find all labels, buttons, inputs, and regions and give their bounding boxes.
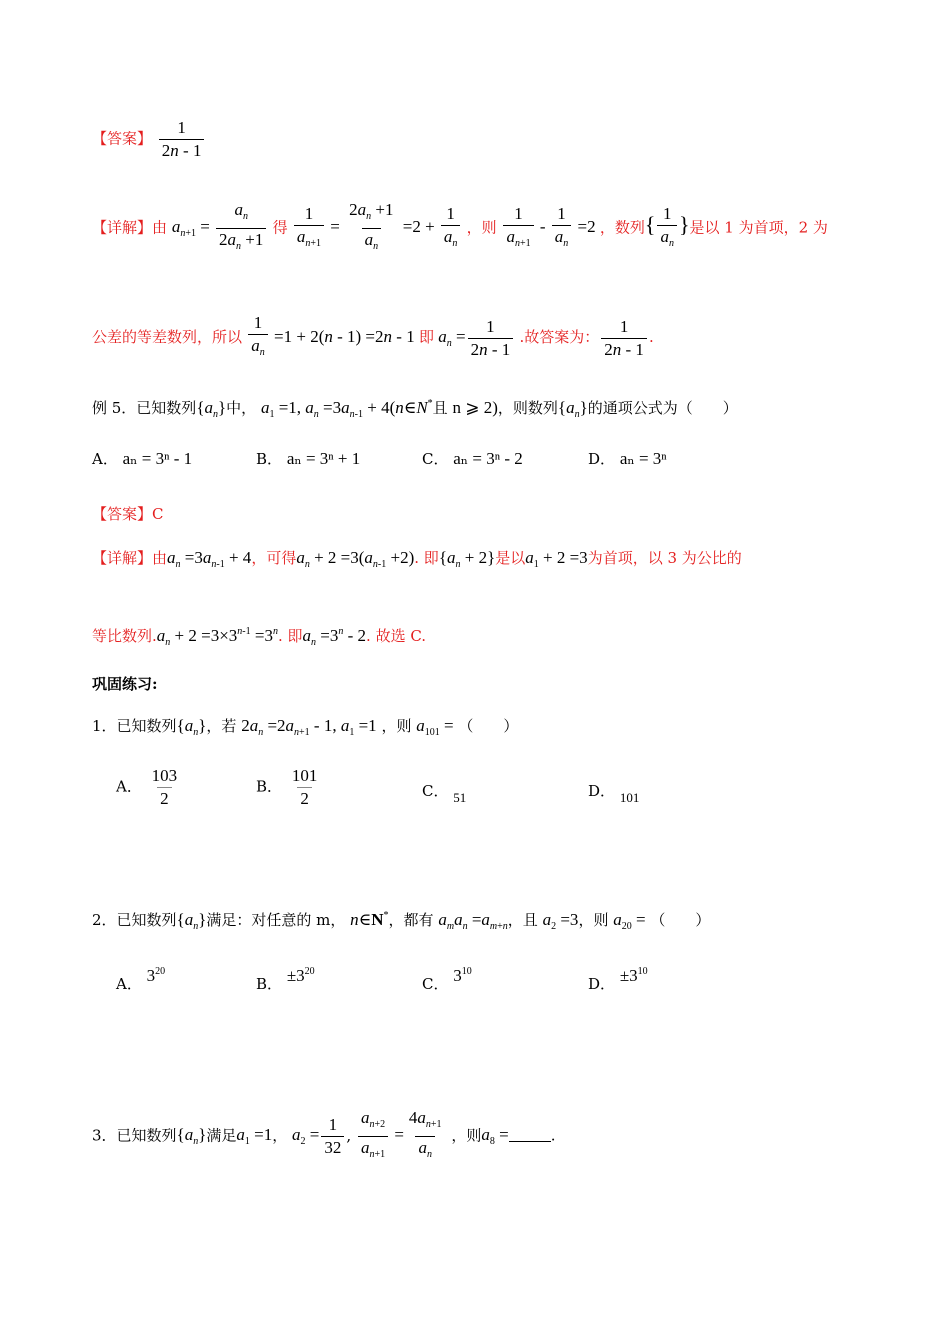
d5-ji: . 即 — [414, 549, 439, 567]
q1-option-a — [116, 766, 182, 809]
q2-target: $a_{20}$ = — [613, 910, 646, 932]
option-label: C． — [422, 450, 449, 468]
ex5-tail: 的通项公式为（ ） — [587, 399, 738, 417]
frac-num: 101 — [291, 766, 318, 785]
formula-seq: $\{a_n\}$ — [196, 398, 227, 420]
text-guda: .故答案为： — [519, 327, 600, 346]
option-expr: aₙ = 3ⁿ - 2 — [453, 449, 523, 468]
d5-end: . 故选 C. — [366, 627, 427, 645]
text-tail: 是以 1 为首项，2 为 — [689, 218, 828, 237]
answer5-label: 【答案】 — [92, 505, 153, 523]
option-value: 51 — [453, 790, 467, 805]
formula-general: $\frac{1}{a_n}$ =1 + 2(n - 1) =2n - 1 — [242, 327, 419, 346]
q3-ze: ，则 — [451, 1126, 482, 1145]
q1-paren: （ ） — [458, 717, 519, 735]
text-you: 由 — [152, 218, 168, 237]
option-expr: aₙ = 3ⁿ — [619, 449, 667, 468]
q1-option-c — [422, 780, 466, 806]
detail-line-2 — [92, 313, 654, 363]
answer-blank[interactable] — [509, 1141, 551, 1142]
option-label: B． — [256, 450, 283, 468]
q3-manzu: 满足 — [206, 1126, 237, 1145]
d5-formula-1: $a_n =3a_{n-1} + 4$ — [167, 548, 252, 570]
option-expr: aₙ = 3ⁿ - 1 — [122, 449, 193, 468]
q3-ratio: $\frac{a_{n+2}}{a_{n+1}}$ = $\frac{4a_{n+1}}{a_n}$ — [356, 1125, 447, 1144]
d5-formula-6: $a_n =3^n - 2$ — [302, 626, 367, 648]
option-label: A． — [92, 450, 118, 468]
d5-formula-4: $a_1 + 2 =3$ — [525, 548, 588, 570]
formula-recurrence: $a_{n+1}$ = $\frac{a_n}{2a_n +1}$ — [172, 217, 273, 236]
q2-seq: $\{a_n\}$ — [176, 910, 207, 932]
d5-ji2: . 即 — [277, 627, 303, 645]
q2-manzu: 满足：对任意的 m， — [206, 911, 346, 929]
ex5-option-c — [422, 448, 523, 469]
option-label: B． — [256, 777, 283, 796]
d5-line2: 等比数列. — [92, 627, 157, 645]
q2-lead: 2．已知数列 — [92, 911, 177, 929]
detail5-line-2 — [92, 622, 426, 653]
q2-option-b — [256, 966, 315, 994]
option-exp: 10 — [461, 966, 472, 977]
option-label: D． — [588, 450, 616, 468]
example5-stem — [92, 394, 738, 425]
frac-den: 2 — [157, 787, 172, 809]
q1-option-d — [588, 780, 639, 806]
q1-ruo: ，若 — [206, 717, 237, 735]
text-gongcha: 公差的等差数列，所以 — [92, 327, 243, 346]
q2-paren: （ ） — [650, 911, 711, 929]
option-base: 3 — [453, 966, 462, 985]
q1-lead: 1．已知数列 — [92, 717, 177, 735]
d5-formula-5: $a_n + 2 =3\times 3^{n-1} =3^n$ — [156, 626, 278, 648]
option-label: D． — [588, 975, 616, 993]
frac-den: 2 — [297, 787, 312, 809]
text-ji: 即 — [418, 327, 434, 346]
q2-qie: ，且 — [507, 911, 538, 929]
q3-seq: $\{a_n\}$ — [176, 1125, 207, 1148]
d5-formula-3: $\{a_n + 2\}$ — [438, 548, 496, 570]
d5-formula-2: $a_n + 2 =3(a_{n-1} +2)$ — [296, 548, 415, 570]
q3-a2: $a_2$ = $\frac{1}{32}$ — [292, 1125, 346, 1144]
q1-seq: $\{a_n\}$ — [176, 716, 207, 738]
formula-final: $\frac{1}{2n - 1}$ — [599, 327, 649, 346]
formula-reciprocal: $\frac{1}{a_{n+1}}$ = $\frac{2a_n +1}{a_n}$ =2 + $\frac{1}{a_n}$ — [288, 217, 467, 236]
formula-ex5-recurrence: $a_1 =1$, $a_n =3a_{n-1}$ + 4(n∈N* — [260, 398, 433, 420]
q3-comma: ， — [272, 1126, 288, 1145]
option-base: ±3 — [619, 966, 638, 985]
q2-ze: ，则 — [578, 911, 609, 929]
ex5-lead: 例 5．已知数列 — [92, 399, 197, 417]
option-label: A． — [116, 777, 142, 796]
q2-stem — [92, 906, 710, 937]
q3-stem: 3．已知数列$\{a_n\}$满足$a_1 =1$， $a_2$ = $\frac{1}{32}$ , $\frac{a_{n+2}}{a_{n+1}}$ = $\frac{4a_{n+1}}{a_n}$ ，则$a_8$ = . — [92, 1108, 555, 1165]
q3-lead: 3．已知数列 — [92, 1126, 177, 1145]
q1-ze: ，则 — [381, 717, 412, 735]
q1-target: $a_{101}$ = — [416, 716, 454, 738]
ex5-qie: 且 — [432, 399, 448, 417]
detail-label: 【详解】 — [92, 218, 153, 237]
text-dot: . — [648, 327, 654, 346]
option-exp: 10 — [637, 966, 648, 977]
formula-an: $a_n$ = $\frac{1}{2n - 1}$ — [434, 327, 520, 346]
frac-num: 103 — [151, 766, 178, 785]
q1-formula: $2a_n =2a_{n+1} - 1$, $a_1 =1$ — [241, 716, 377, 738]
answer-line-1 — [92, 118, 206, 161]
d5-tail: 为首项，以 3 为公比的 — [587, 549, 742, 567]
text-de: 得 — [272, 218, 288, 237]
d5-shiyi: 是以 — [495, 549, 526, 567]
option-expr: aₙ = 3ⁿ + 1 — [286, 449, 361, 468]
q2-set: n∈N* — [350, 910, 389, 929]
q2-option-a — [116, 966, 165, 994]
ex5-ze: ，则数列 — [497, 399, 558, 417]
option-exp: 20 — [304, 966, 315, 977]
option-value: 101 — [619, 790, 640, 805]
ex5-option-a — [92, 448, 192, 469]
q3-a1: $a_1 =1$ — [236, 1125, 273, 1148]
detail-line-1 — [92, 200, 828, 257]
text-shulie: ，数列 — [599, 218, 645, 237]
option-base: ±3 — [286, 966, 305, 985]
formula-seq-2: $\{a_n\}$ — [557, 398, 588, 420]
text-ze: ，则 — [466, 218, 497, 237]
d5-kede: ，可得 — [251, 549, 297, 567]
option-label: A． — [116, 975, 142, 993]
detail5-label: 【详解】 — [92, 549, 153, 567]
q2-given: $a_2 =3$ — [542, 910, 579, 932]
answer-label: 【答案】 — [92, 129, 153, 148]
q1-stem — [92, 716, 518, 743]
ex5-option-d — [588, 448, 667, 469]
detail5-line-1 — [92, 548, 742, 575]
answer5-value: C — [152, 505, 164, 523]
answer-line-5 — [92, 504, 164, 524]
q3-target: $a_8$ = — [481, 1125, 509, 1148]
q2-formula: $a_ma_n =a_{m+n}$ — [438, 910, 508, 932]
formula-difference: $\frac{1}{a_{n+1}}$ - $\frac{1}{a_n}$ =2 — [501, 217, 599, 236]
option-label: B． — [256, 975, 283, 993]
formula-cond: n ⩾ 2) — [452, 398, 498, 417]
option-label: D． — [588, 782, 616, 800]
q1-option-b — [256, 766, 322, 809]
practice-title: 巩固练习: — [92, 675, 158, 693]
d5-you: 由 — [152, 549, 168, 567]
option-exp: 20 — [155, 966, 166, 977]
option-base: 3 — [146, 966, 156, 985]
ex5-option-b — [256, 448, 360, 469]
formula-sequence-set: { $\frac{1}{a_n}$ } — [645, 217, 690, 236]
option-label: C． — [422, 975, 449, 993]
q2-option-c — [422, 966, 472, 994]
q2-douyou: ，都有 — [388, 911, 434, 929]
q2-option-d — [588, 966, 648, 994]
ex5-zhong: 中， — [226, 399, 257, 417]
answer-formula: $\frac{1}{2n - 1}$ — [157, 128, 207, 147]
option-label: C． — [422, 782, 449, 800]
q3-end: . — [550, 1126, 556, 1145]
